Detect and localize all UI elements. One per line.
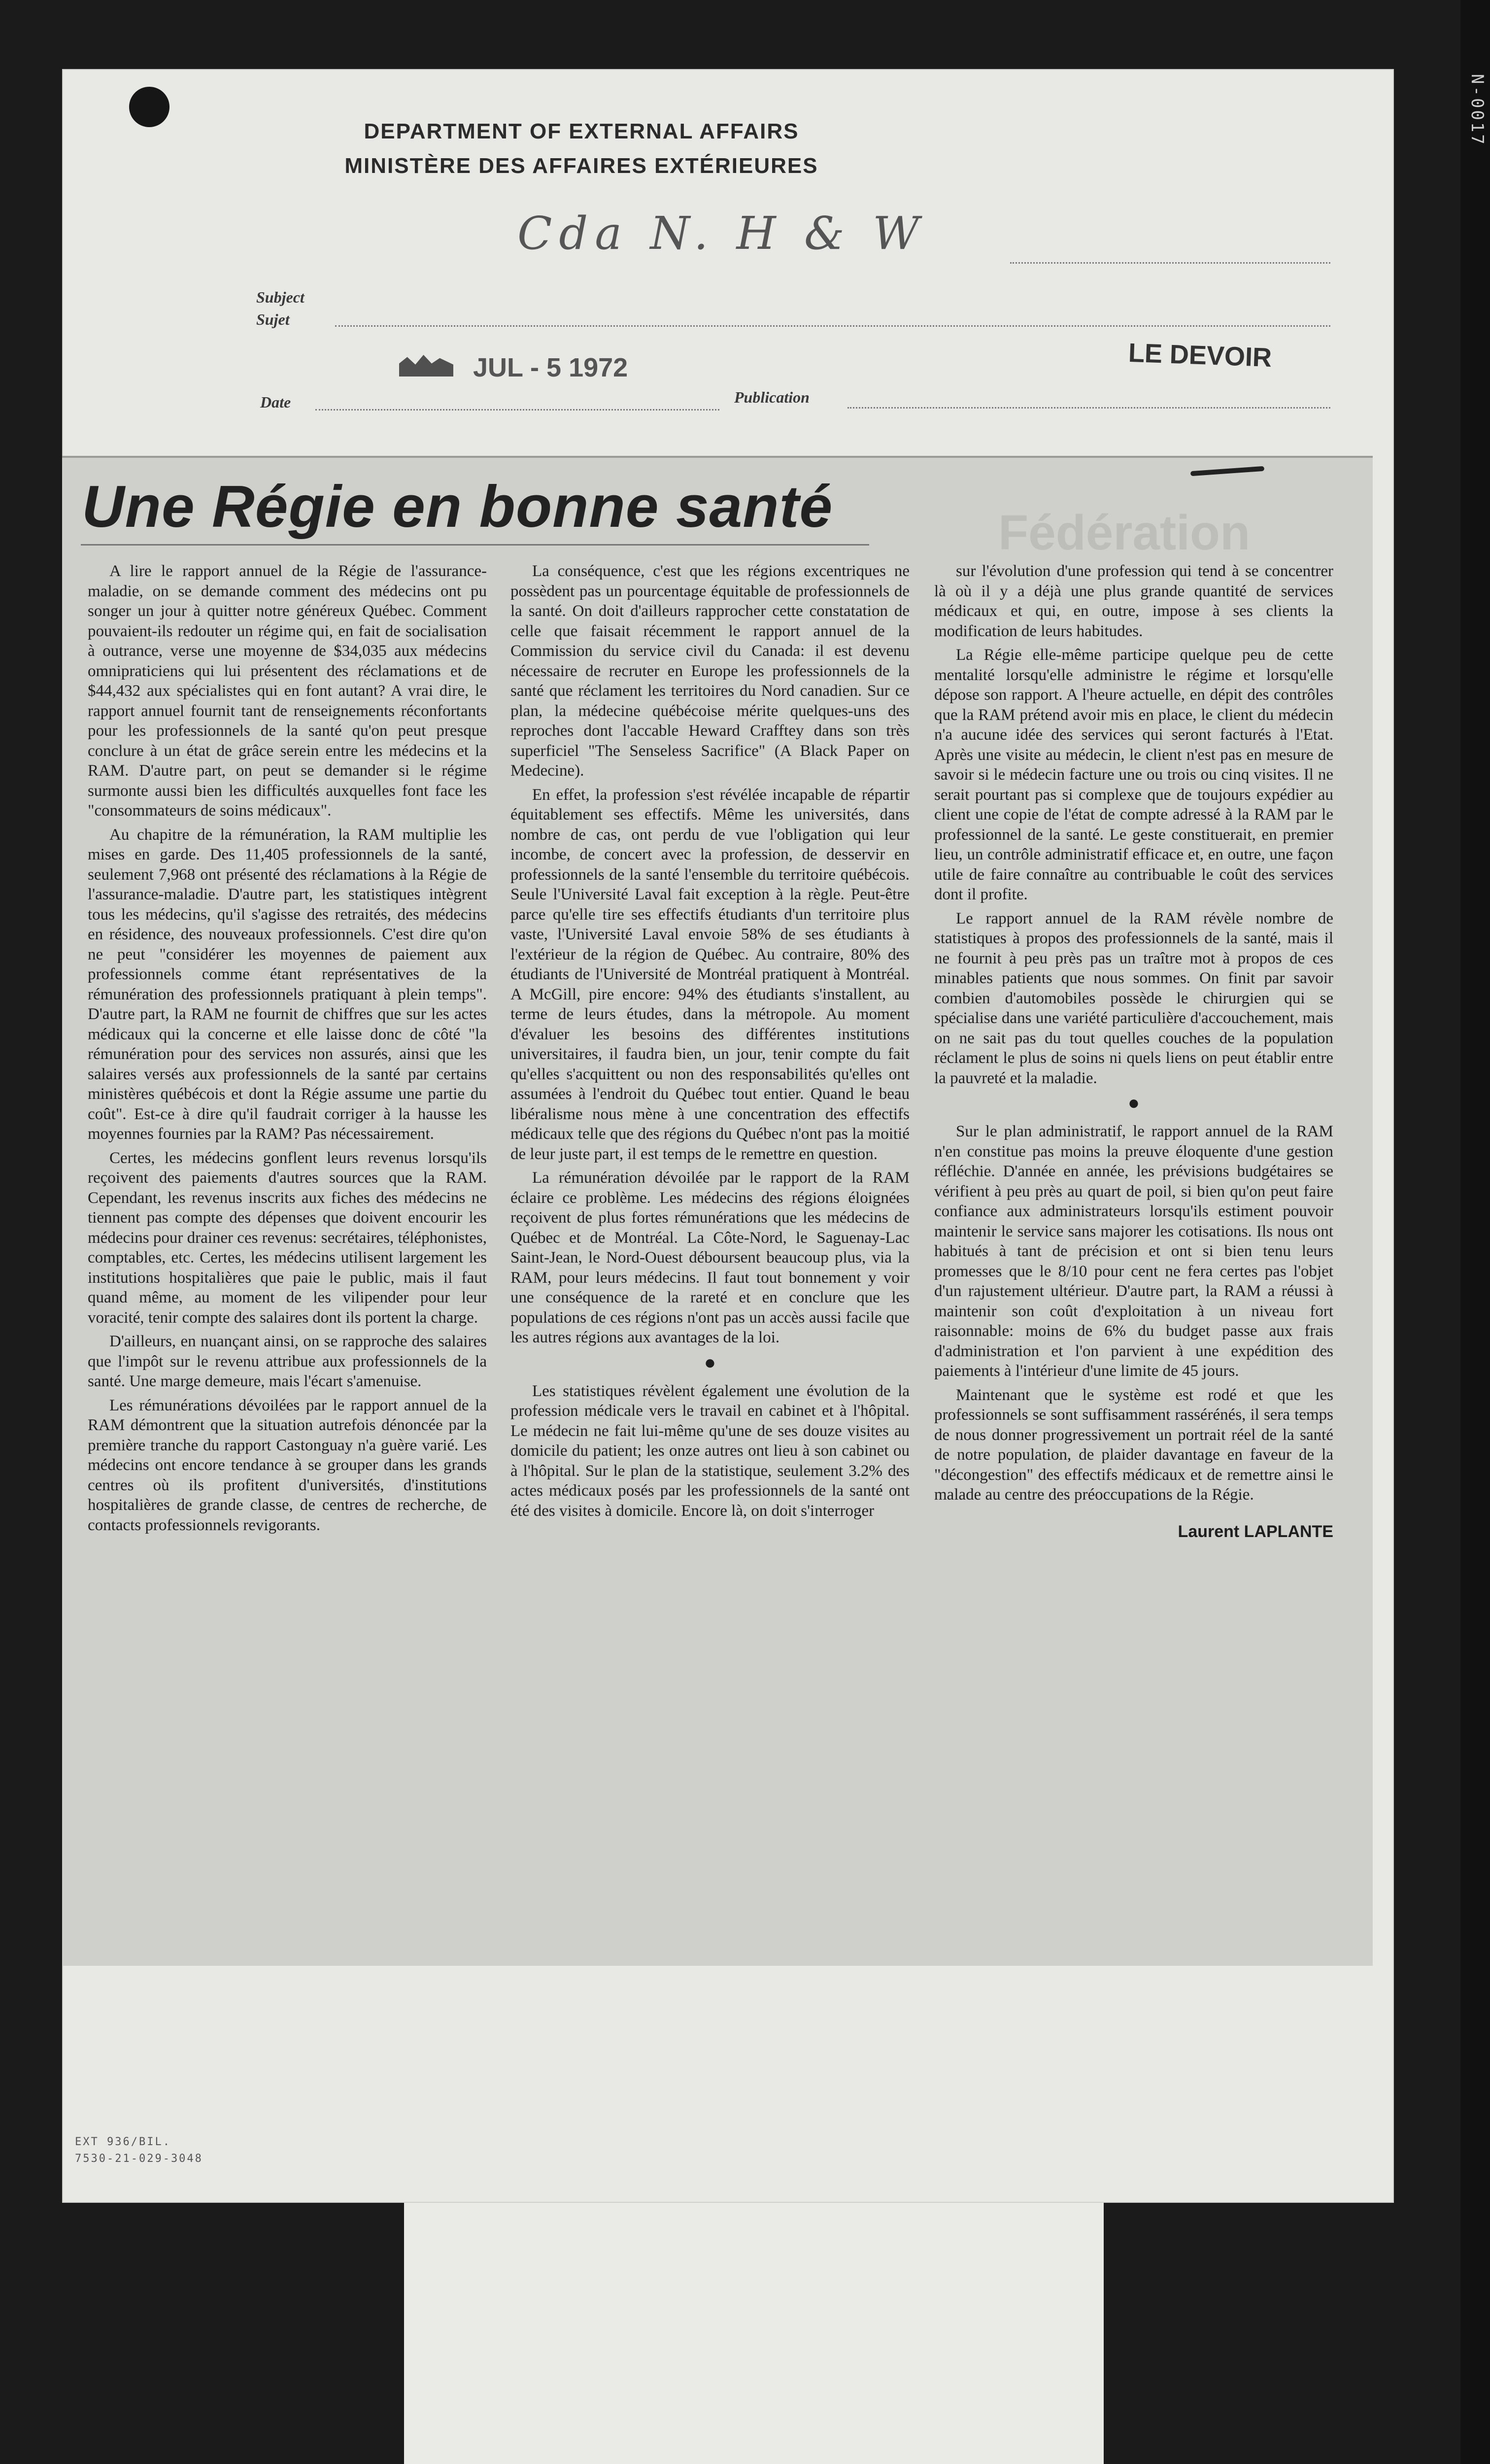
article-paragraph: La Régie elle-même participe quelque peu de cette mentalité lorsqu'elle administre le régime et lorsqu'elle dépose son rapport. A l'heure actuelle, en dépit des contrôles que la RAM prétend avoir mis en place, le client du médecin n'a aucune idée des services qui seront facturés à l'Etat. Après une visite au médecin, le client n'est pas en mesure de savoir si le médecin facture une ou trois ou cinq visites. Il ne serait pourtant pas si complexe que de toujours expédier au client une copie de l'état de compte adressé à la RAM par le professionnel de la santé. Le geste constituerait, en premier lieu, un contrôle administratif efficace et, en outre, une façon utile de faire connaître au contribuable le coût des services dont il profite. <box>934 646 1333 903</box>
date-stamp <box>399 352 628 383</box>
article-headline: Une Régie en bonne santé <box>82 474 833 540</box>
subject-value: Cda N. H & W <box>517 207 926 260</box>
article-paragraph: D'ailleurs, en nuançant ainsi, on se rapproche des salaires que l'impôt sur le revenu attribue aux professionnels de la santé. Une marge demeure, mais l'écart s'amenuise. <box>88 1333 487 1390</box>
article-signature: Laurent LAPLANTE <box>1178 1522 1333 1541</box>
date-stamp-ink <box>399 355 453 376</box>
subject-label: Subject <box>256 288 305 306</box>
article-paragraph: Au chapitre de la rémunération, la RAM multiplie les mises en garde. Des 11,405 professionnels de la santé, seulement 7,968 ont présenté des réclamations à la Régie de l'assurance-maladie. D'autre part, les statistiques intègrent tous les médecins, qu'il s'agisse des retraités, des médecins en résidence, des nouveaux professionnels. C'est dire qu'on ne peut "considérer les moyennes de paiement aux professionnels comme étant représentatives de la rémunération des professionnels pratiquant à plein temps". D'autre part, la RAM ne fournit de chiffres que sur les actes médicaux qui la concerne et elle laisse donc de côté "la rémunération pour des services non assurés, ainsi que les salaires versés aux professionnels de la santé par certains ministères québécois et dont la Régie assume une partie du coût". Est-ce à dire qu'il faudrait corriger à la hausse les moyennes fournies par la RAM? Pas nécessairement. <box>88 825 487 1143</box>
newspaper-clipping <box>62 456 1373 1966</box>
pen-mark <box>1190 466 1264 476</box>
form-code-line: EXT 936/BIL. <box>75 2136 171 2148</box>
article-paragraph: Les statistiques révèlent également une évolution de la profession médicale vers le travail en cabinet et à l'hôpital. Le médecin ne fait lui-même qu'une de ses douze visites au domicile du patient; les onze autres ont lieu à son cabinet ou à l'hôpital. Sur le plan de la statistique, seulement 3.2% des actes médicaux posés par les professionnels de la santé ont été des visites à domicile. Encore là, on doit s'interroger <box>510 1382 910 1520</box>
form-code-line: 7530-21-029-3048 <box>75 2153 203 2165</box>
article-paragraph: Le rapport annuel de la RAM révèle nombre de statistiques à propos des professionnels de la santé, mais il ne fournit à peu près pas un traître mot à propos de ces minables patients que nous sommes. On finit par savoir combien d'automobiles possède le chirurgien qui se spécialise dans une variété particulière d'accouchement, mais on ne sait pas du tout quelles couches de la population réclament le plus de soins ni quels liens on peut établir entre la pauvreté et la maladie. <box>934 909 1333 1087</box>
date-line <box>315 409 719 411</box>
article-paragraph: Sur le plan administratif, le rapport annuel de la RAM n'en constitue pas moins la preuve éloquente d'une gestion réfléchie. D'année en année, les prévisions budgétaires se vérifient à peu près au quart de poil, si bien qu'on peut faire confiance aux administrateurs lorsqu'ils estiment pouvoir maintenir le service sans majorer les cotisations. Ils nous ont habitués à tant de précision et ont si bien tenu leurs promesses que le 8/10 pour cent ne fera certes pas l'objet d'un rajustement ultérieur. D'autre part, la RAM a réussi à maintenir son coût d'exploitation à un niveau fort raisonnable: moins de 6% du budget passe aux frais d'administration et l'on parvient à une expédition des paiements à l'intérieur d'une limite de 45 jours. <box>934 1123 1333 1380</box>
section-bullet: ● <box>704 1351 716 1373</box>
article-paragraph: En effet, la profession s'est révélée incapable de répartir équitablement ses effectifs. Même les universités, dans nombre de cas, ont perdu de vue l'obligation qui leur incombe, de concert avec la profession, de desservir en professionnels de la santé l'ensemble du territoire québécois. Seule l'Université Laval fait exception à la règle. Peut-être parce qu'elle tire ses effectifs étudiants d'un territoire plus vaste, l'Université Laval envoie 58% de ses étudiants à l'extérieur de la région de Québec. Au contraire, 80% des étudiants de l'Université de Montréal pratiquent à Montréal. A McGill, pire encore: 94% des étudiants s'installent, au terme de leurs études, dans la métropole. Au moment d'évaluer les besoins des différentes institutions universitaires, il faudra bien, un jour, tenir compte du fait qu'elles s'acquittent ou non des responsabilités qu'elles ont assumées à l'endroit du Québec tout entier. Quand le beau libéralisme nous mène à une concentration des effectifs médicaux telle que des régions du Québec n'ont pas la moitié de leur juste part, il est temps de le remettre en question. <box>510 786 910 1163</box>
article-column-3 <box>934 561 1333 1941</box>
article-paragraph: Maintenant que le système est rodé et que les professionnels se sont suffisamment rassérénés, il sera temps de nous donner progressivement un portrait réel de la santé de notre population, de plaider davantage en faveur de la "décongestion" des effectifs médicaux et de remettre ainsi le malade au centre des préoccupations de la Régie. <box>934 1386 1333 1504</box>
date-value: JUL - 5 1972 <box>473 353 628 382</box>
article-paragraph: La conséquence, c'est que les régions excentriques ne possèdent pas un pourcentage équitable de professionnels de la santé. On doit d'ailleurs rapprocher cette constatation de celle que faisait récemment le rapport annuel de la Commission du service civil du Canada: il est devenu nécessaire de recruter en Europe les professionnels de la santé que réclament les territoires du Nord canadien. Sur ce plan, la médecine québécoise mérite quelques-uns des reproches dont l'accable Heward Crafftey dans son très superficiel "The Senseless Sacrifice" (A Black Paper on Medecine). <box>510 562 910 780</box>
article-paragraph: A lire le rapport annuel de la Régie de l'assurance-maladie, on se demande comment des médecins ont pu songer un jour à quitter notre généreux Québec. Comment pouvaient-ils redouter un régime qui, en fait de socialisation à outrance, verse une moyenne de $34,035 aux médecins omnipraticiens qui lui présentent des réclamations et de $44,432 aux spécialistes qui en font autant? A vrai dire, le rapport annuel fournit tant de renseignements réconfortants pour les professionnels de la santé qu'on peut presque conclure à un état de grâce serein entre les médecins et la RAM. D'autre part, on peut se demander si le régime surmonte aussi bien les difficultés auxquelles font face les "consommateurs de soins médicaux". <box>88 562 487 820</box>
section-bullet: ● <box>1127 1092 1140 1114</box>
subject-line <box>335 325 1330 327</box>
department-name-fr: MINISTÈRE DES AFFAIRES EXTÉRIEURES <box>344 154 818 178</box>
publication-value: LE DEVOIR <box>1128 338 1273 373</box>
film-frame-number: N-0017 <box>1467 74 1487 146</box>
subject-line-upper <box>1010 262 1330 264</box>
department-header <box>296 114 867 183</box>
article-column-2 <box>510 561 910 1941</box>
publication-label: Publication <box>734 388 810 406</box>
show-through-text: Fédération <box>998 505 1251 560</box>
form-code <box>75 2134 203 2167</box>
department-name-en: DEPARTMENT OF EXTERNAL AFFAIRS <box>364 119 799 143</box>
film-strip-border <box>1460 0 1490 2464</box>
article-paragraph: La rémunération dévoilée par le rapport de la RAM éclaire ce problème. Les médecins des régions éloignées reçoivent de plus fortes rémunérations que les médecins de Québec et de Montréal. La Côte-Nord, le Saguenay-Lac Saint-Jean, le Nord-Ouest déboursent beaucoup plus, via la RAM, pour leurs médecins. Il faut tout bonnement y voir une conséquence de la rareté et en conclure que les populations de ces régions n'ont pas un accès aussi facile que les autres régions aux avantages de la loi. <box>510 1169 910 1346</box>
publication-line <box>847 407 1330 409</box>
article-column-1 <box>88 561 487 1941</box>
date-label: Date <box>260 393 291 411</box>
sujet-label: Sujet <box>256 310 290 328</box>
headline-rule <box>81 544 869 546</box>
document-stub <box>404 2203 1104 2464</box>
article-paragraph: Certes, les médecins gonflent leurs revenus lorsqu'ils reçoivent des paiements d'autres sources que la RAM. Cependant, les revenus inscrits aux fiches des médecins ne tiennent pas compte des dépenses que doivent encourir les médecins pour drainer ces revenus: secrétaires, téléphonistes, comptables, etc. Certes, les médecins utilisent largement les institutions hospitalières que paie le public, mais il faut quand même, au moment de les vilipender pour leur voracité, tenir compte des salaires dont ils portent la charge. <box>88 1149 487 1327</box>
article-paragraph: sur l'évolution d'une profession qui tend à se concentrer là où il y a déjà une plus grande quantité de services médicaux et qui, en outre, impose à ses clients la modification de leurs habitudes. <box>934 562 1333 640</box>
punch-hole <box>129 87 169 127</box>
article-paragraph: Les rémunérations dévoilées par le rapport annuel de la RAM démontrent que la situation autrefois dénoncée par la première tranche du rapport Castonguay n'a guère varié. Les médecins ont encore tendance à se grouper dans les grands centres où ils profitent d'universités, d'institutions hospitalières de grande classe, de centres de recherche, de contacts professionnels revigorants. <box>88 1396 487 1534</box>
